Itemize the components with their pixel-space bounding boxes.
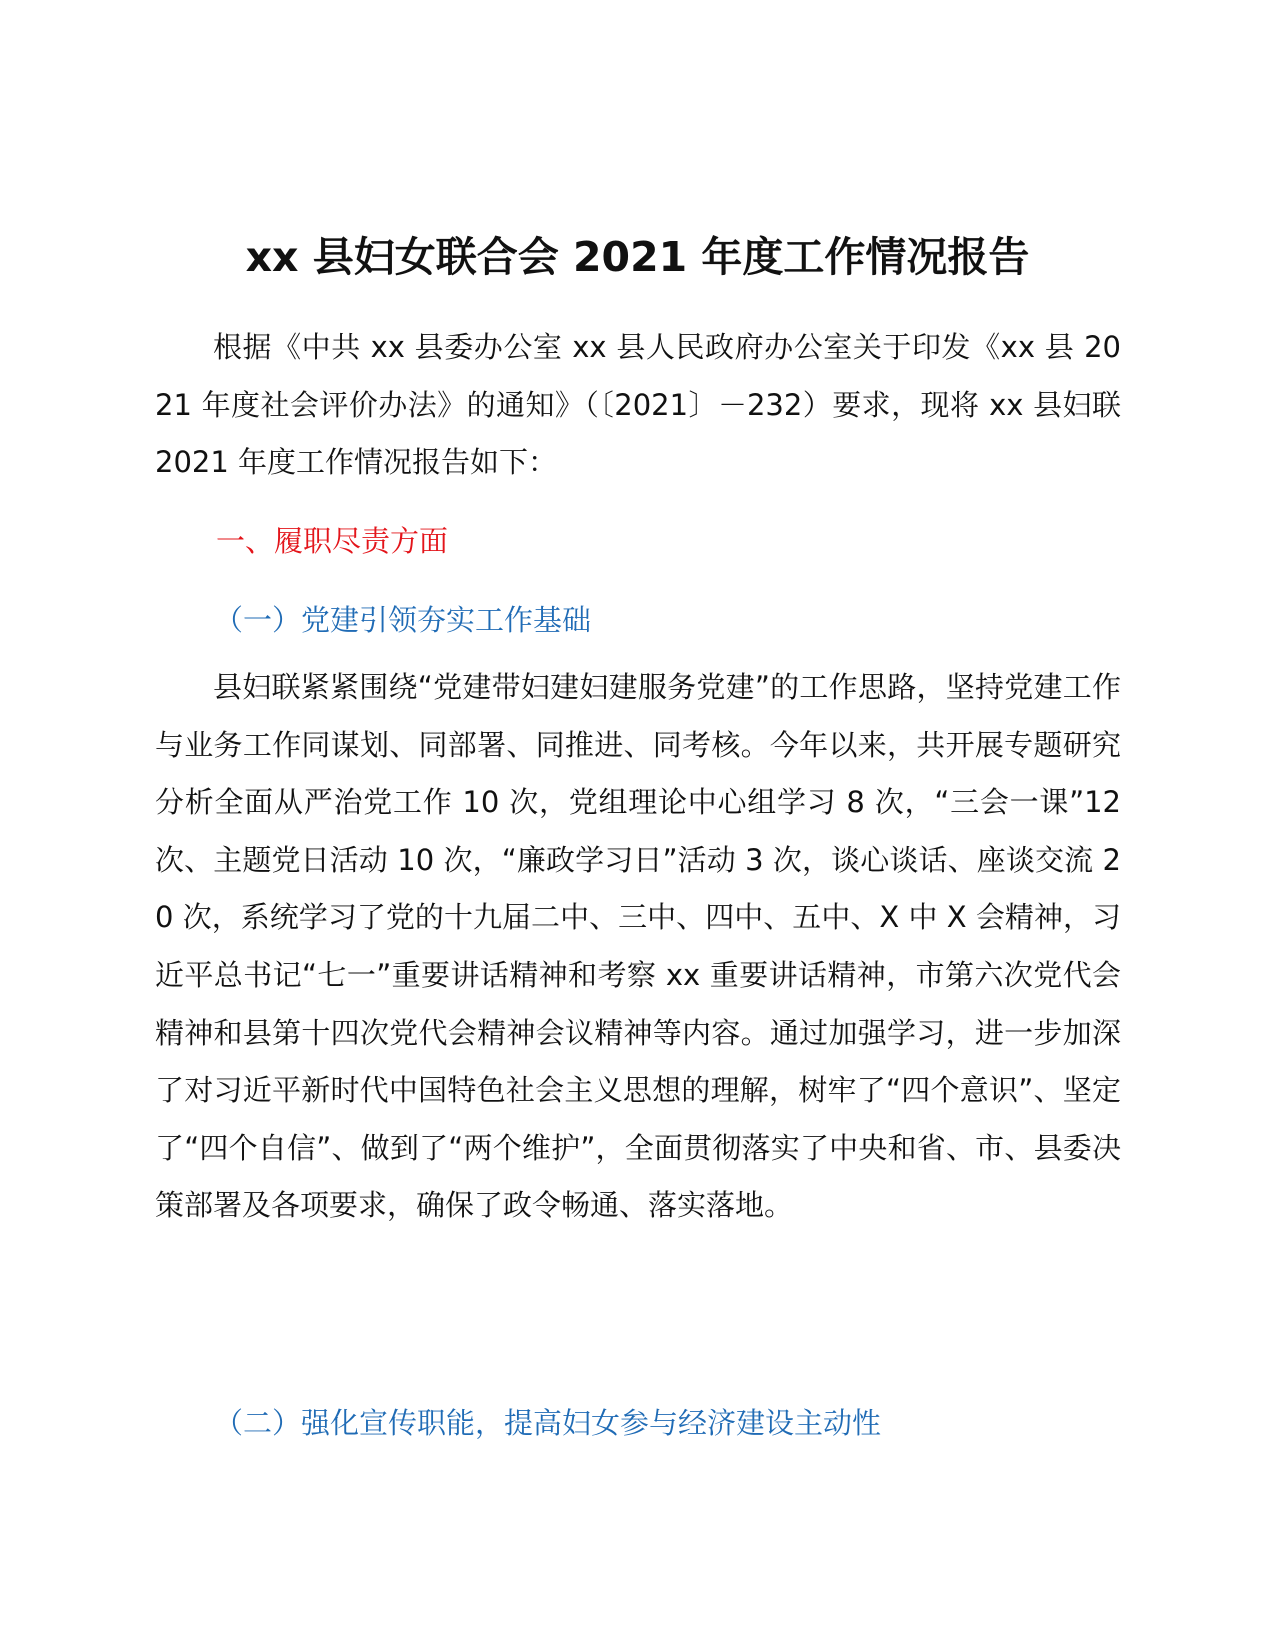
subsection-heading-2: （二）强化宣传职能，提高妇女参与经济建设主动性: [214, 1406, 882, 1440]
document-title: xx 县妇女联合会 2021 年度工作情况报告: [245, 233, 1030, 281]
section-heading-1: 一、履职尽责方面: [216, 524, 449, 558]
subsection-1-paragraph: 县妇联紧紧围绕“党建带妇建妇建服务党建”的工作思路，坚持党建工作与业务工作同谋划、同部署、同推进、同考核。今年以来，共开展专题研究分析全面从严治党工作 10 次，党组理论中心组学习 8 次，“三会一课”12 次、主题党日活动 10 次，“廉政学习日”活动 3 次，谈心谈话、座谈交流 20 次，系统学习了党的十九届二中、三中、四中、五中、X 中 X 会精神，习近平总书记“七一”重要讲话精神和考察 xx 重要讲话精神，市第六次党代会精神和县第十四次党代会精神会议精神等内容。通过加强学习，进一步加深了对习近平新时代中国特色社会主义思想的理解，树牢了“四个意识”、坚定了“四个自信”、做到了“两个维护”，全面贯彻落实了中央和省、市、县委决策部署及各项要求，确保了政令畅通、落实落地。: [155, 670, 1121, 1223]
intro-paragraph: 根据《中共 xx 县委办公室 xx 县人民政府办公室关于印发《xx 县 2021 年度社会评价办法》的通知》（〔2021〕－232）要求，现将 xx 县妇联 2021 年度工作情况报告如下：: [155, 330, 1121, 480]
subsection-heading-1: （一）党建引领夯实工作基础: [214, 603, 592, 637]
